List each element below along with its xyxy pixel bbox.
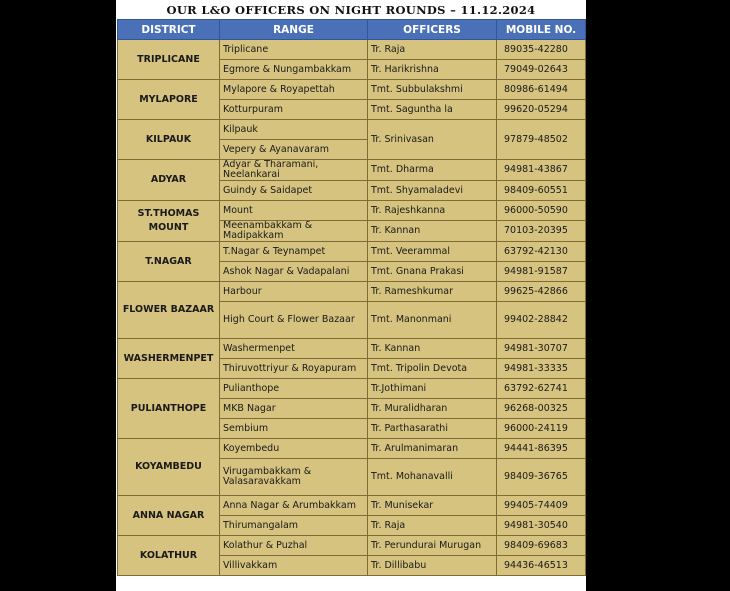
mobile-cell: 96268-00325 <box>497 399 586 419</box>
district-cell: KILPAUK <box>118 120 220 160</box>
table-row <box>118 339 586 359</box>
range-cell: Kotturpuram <box>220 100 368 120</box>
header-row <box>118 20 586 40</box>
range-cell: Triplicane <box>220 40 368 60</box>
table-row <box>118 160 586 181</box>
mobile-cell: 98409-36765 <box>497 459 586 496</box>
officer-cell: Tr. Srinivasan <box>368 120 497 160</box>
officer-cell: Tmt. Gnana Prakasi <box>368 262 497 282</box>
header-officers: OFFICERS <box>368 20 497 40</box>
range-cell: Washermenpet <box>220 339 368 359</box>
mobile-cell: 94441-86395 <box>497 439 586 459</box>
officer-cell: Tr. Muralidharan <box>368 399 497 419</box>
range-cell: Thirumangalam <box>220 516 368 536</box>
officer-cell: Tr.Jothimani <box>368 379 497 399</box>
district-cell: KOYAMBEDU <box>118 439 220 496</box>
officer-cell: Tr. Munisekar <box>368 496 497 516</box>
mobile-cell: 94436-46513 <box>497 556 586 576</box>
range-cell: Thiruvottriyur & Royapuram <box>220 359 368 379</box>
district-cell: FLOWER BAZAAR <box>118 282 220 339</box>
mobile-cell: 63792-42130 <box>497 242 586 262</box>
mobile-cell: 99402-28842 <box>497 302 586 339</box>
district-cell: TRIPLICANE <box>118 40 220 80</box>
officer-cell: Tr. Raja <box>368 40 497 60</box>
range-cell: Egmore & Nungambakkam <box>220 60 368 80</box>
mobile-cell: 94981-43867 <box>497 160 586 181</box>
mobile-cell: 98409-60551 <box>497 181 586 201</box>
range-cell: Harbour <box>220 282 368 302</box>
range-cell: Guindy & Saidapet <box>220 181 368 201</box>
range-cell: Kolathur & Puzhal <box>220 536 368 556</box>
table-row <box>118 379 586 399</box>
officer-cell: Tr. Dillibabu <box>368 556 497 576</box>
officers-table <box>117 19 586 576</box>
district-cell: ST.THOMAS MOUNT <box>118 201 220 242</box>
table-row <box>118 496 586 516</box>
officer-cell: Tr. Kannan <box>368 221 497 242</box>
mobile-cell: 94981-33335 <box>497 359 586 379</box>
table-row <box>118 201 586 221</box>
mobile-cell: 96000-24119 <box>497 419 586 439</box>
table-row <box>118 120 586 140</box>
mobile-cell: 94981-30707 <box>497 339 586 359</box>
mobile-cell: 99405-74409 <box>497 496 586 516</box>
officer-cell: Tmt. Saguntha la <box>368 100 497 120</box>
officer-cell: Tr. Harikrishna <box>368 60 497 80</box>
mobile-cell: 70103-20395 <box>497 221 586 242</box>
district-cell: ADYAR <box>118 160 220 201</box>
table-row <box>118 536 586 556</box>
officer-cell: Tmt. Tripolin Devota <box>368 359 497 379</box>
mobile-cell: 96000-50590 <box>497 201 586 221</box>
officer-cell: Tmt. Mohanavalli <box>368 459 497 496</box>
mobile-cell: 94981-30540 <box>497 516 586 536</box>
officer-cell: Tr. Perundurai Murugan <box>368 536 497 556</box>
officer-cell: Tr. Parthasarathi <box>368 419 497 439</box>
range-cell: Ashok Nagar & Vadapalani <box>220 262 368 282</box>
mobile-cell: 94981-91587 <box>497 262 586 282</box>
range-cell: Mount <box>220 201 368 221</box>
document-page <box>116 0 586 591</box>
range-cell: High Court & Flower Bazaar <box>220 302 368 339</box>
district-cell: T.NAGAR <box>118 242 220 282</box>
range-cell: Adyar & Tharamani, Neelankarai <box>220 160 368 181</box>
officer-cell: Tr. Rameshkumar <box>368 282 497 302</box>
range-cell: Koyembedu <box>220 439 368 459</box>
mobile-cell: 63792-62741 <box>497 379 586 399</box>
mobile-cell: 89035-42280 <box>497 40 586 60</box>
range-cell: Meenambakkam & Madipakkam <box>220 221 368 242</box>
mobile-cell: 98409-69683 <box>497 536 586 556</box>
range-cell: Vepery & Ayanavaram <box>220 140 368 160</box>
range-cell: Sembium <box>220 419 368 439</box>
officer-cell: Tmt. Dharma <box>368 160 497 181</box>
officer-cell: Tmt. Shyamaladevi <box>368 181 497 201</box>
district-cell: KOLATHUR <box>118 536 220 576</box>
district-cell: MYLAPORE <box>118 80 220 120</box>
range-cell: Kilpauk <box>220 120 368 140</box>
officer-cell: Tr. Rajeshkanna <box>368 201 497 221</box>
officer-cell: Tr. Kannan <box>368 339 497 359</box>
district-cell: PULIANTHOPE <box>118 379 220 439</box>
mobile-cell: 80986-61494 <box>497 80 586 100</box>
mobile-cell: 79049-02643 <box>497 60 586 80</box>
table-row <box>118 282 586 302</box>
range-cell: T.Nagar & Teynampet <box>220 242 368 262</box>
range-cell: MKB Nagar <box>220 399 368 419</box>
officer-cell: Tmt. Subbulakshmi <box>368 80 497 100</box>
table-row <box>118 80 586 100</box>
table-row <box>118 439 586 459</box>
table-row <box>118 40 586 60</box>
range-cell: Anna Nagar & Arumbakkam <box>220 496 368 516</box>
district-cell: ANNA NAGAR <box>118 496 220 536</box>
mobile-cell: 97879-48502 <box>497 120 586 160</box>
header-district: DISTRICT <box>118 20 220 40</box>
mobile-cell: 99620-05294 <box>497 100 586 120</box>
officer-cell: Tmt. Veerammal <box>368 242 497 262</box>
range-cell: Virugambakkam & Valasaravakkam <box>220 459 368 496</box>
page-title: OUR L&O OFFICERS ON NIGHT ROUNDS – 11.12.2024 <box>116 0 586 19</box>
header-range: RANGE <box>220 20 368 40</box>
table-row <box>118 242 586 262</box>
range-cell: Villivakkam <box>220 556 368 576</box>
range-cell: Pulianthope <box>220 379 368 399</box>
officer-cell: Tr. Arulmanimaran <box>368 439 497 459</box>
mobile-cell: 99625-42866 <box>497 282 586 302</box>
header-mobile: MOBILE NO. <box>497 20 586 40</box>
range-cell: Mylapore & Royapettah <box>220 80 368 100</box>
district-cell: WASHERMENPET <box>118 339 220 379</box>
officer-cell: Tr. Raja <box>368 516 497 536</box>
officer-cell: Tmt. Manonmani <box>368 302 497 339</box>
